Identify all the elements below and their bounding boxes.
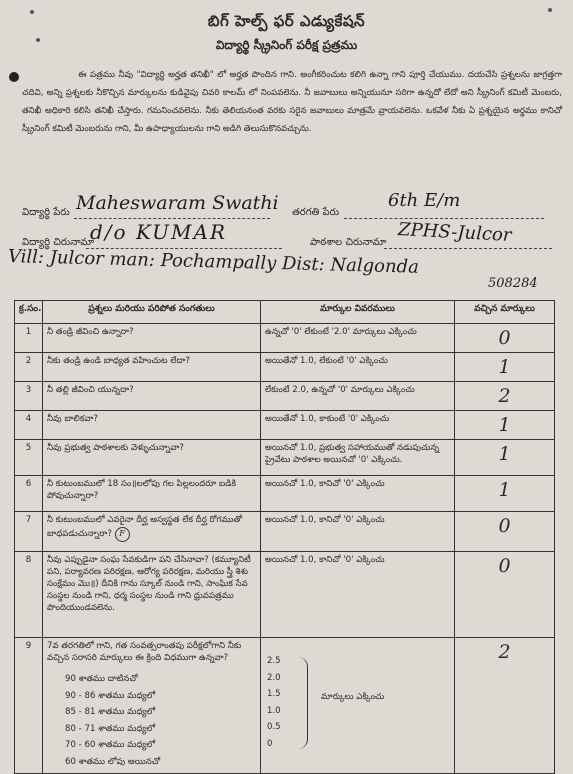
bullet-icon bbox=[9, 72, 19, 82]
student-name-label: విద్యార్థి పేరు bbox=[22, 207, 70, 218]
row-number: 2 bbox=[15, 353, 43, 382]
table-row bbox=[15, 512, 555, 552]
student-name-value[interactable]: Maheswaram Swathi bbox=[76, 192, 279, 214]
brace-icon bbox=[295, 657, 308, 749]
col-header-serial: క్ర.సం. bbox=[15, 301, 43, 324]
school-address-label: పాఠశాల చిరునామా bbox=[310, 237, 387, 248]
row-score[interactable]: 1 bbox=[455, 476, 555, 512]
grade-item: 70 - 60 శాతము మధ్యలో bbox=[65, 740, 156, 750]
table-row bbox=[15, 552, 555, 638]
class-value[interactable]: 6th E/m bbox=[388, 190, 461, 211]
circled-note: F bbox=[115, 527, 130, 542]
table-header-row bbox=[15, 301, 555, 324]
grade-item: 80 - 71 శాతము మధ్యలో bbox=[65, 723, 156, 734]
row-marks-rule: అయితేనో 1.0, లేకుంటే '0' ఎక్కించు bbox=[261, 353, 455, 382]
school-address-value[interactable]: ZPHS-Julcor bbox=[397, 219, 512, 246]
row-number: 3 bbox=[15, 382, 43, 411]
table-row bbox=[15, 382, 555, 411]
row-question-text: నీ కుటుంబములో ఎవరైనా దీర్ఘ అస్వస్థత లేక దీర్ఘ రోగముతో బాధపడుచున్నారా? bbox=[47, 515, 242, 539]
table-row bbox=[15, 476, 555, 512]
row-score[interactable]: 2 bbox=[455, 382, 555, 411]
row-number: 9 bbox=[15, 638, 43, 774]
scale-value: 0 bbox=[267, 738, 273, 749]
scale-value: 0.5 bbox=[267, 722, 281, 732]
table-row bbox=[15, 638, 555, 774]
address-value[interactable]: d/o KUMAR bbox=[90, 220, 228, 244]
row-marks-rule: అయినచో 1.0, కానిచో '0' ఎక్కించు bbox=[261, 552, 455, 638]
row-marks-rule bbox=[261, 638, 455, 774]
table-row bbox=[15, 440, 555, 476]
row-score[interactable]: 1 bbox=[455, 353, 555, 382]
row-marks-rule: అయినచో 1.0, కానిచో '0' ఎక్కించు bbox=[261, 512, 455, 552]
address-label: విద్యార్థి చిరునామా bbox=[22, 237, 95, 248]
scale-values bbox=[267, 653, 281, 752]
row-question: నీ తండ్రి జీవించి ఉన్నారా? bbox=[43, 324, 261, 353]
row-marks-rule: అయినచో 1.0, ప్రభుత్వ సహాయముతో నడుపుచున్న ప్రైవేటు పాఠశాల అయినచో '0' ఎక్కించు. bbox=[261, 440, 455, 476]
row-question: నీవు ప్రభుత్వ పాఠశాలకు వెళ్ళుచున్నావా? bbox=[43, 440, 261, 476]
row-question: నీకు తండ్రి ఉండి బాధ్యత వహించుట లేదా? bbox=[43, 353, 261, 382]
row-number: 5 bbox=[15, 440, 43, 476]
form-subtitle: విద్యార్థి స్క్రీనింగ్ పరీక్ష ప్రత్రము bbox=[215, 38, 358, 52]
row-question bbox=[43, 512, 261, 552]
row-question: నీ తల్లి జీవించి యున్నదా? bbox=[43, 382, 261, 411]
col-header-marks-obtained: వచ్చిన మార్కులు bbox=[455, 301, 555, 324]
table-row bbox=[15, 411, 555, 440]
row-score[interactable]: 0 bbox=[455, 324, 555, 353]
col-header-question: ప్రశ్నలు మరియు పరిపోత సంగతులు bbox=[43, 301, 261, 324]
scale-value: 2.0 bbox=[267, 672, 281, 683]
row-marks-rule: లేకుంటే 2.0, ఉన్నచో '0' మార్కులు ఎక్కించు bbox=[261, 382, 455, 411]
row-number: 1 bbox=[15, 324, 43, 353]
row-question-text: 7వ తరగతిలో గాని, గత సంవత్సరాంతపు పరీక్షలోగాని నీకు వచ్చిన సరాసరి మార్కులు ఈ క్రింది విధముగా ఉన్నవా? bbox=[47, 641, 242, 663]
row-question: నీవు ఎప్పుడైనా సంఘ సేవకుడిగా పని చేసినావా? (కమ్యూనిటీ పని, పర్యావరణ పరిరక్షణ, ఆరోగ్య పరిరక్షణ, మరియు స్త్రీ శిశు సంక్షేమం మొ॥) దీనికి గాను స్కూల్ నుండి గాని, సాంఘిక సేవ సంస్థల నుండి గాని, ధర్మ సంస్థల నుండి గాని ధ్రువపత్రము పొందియుండవలెను. bbox=[43, 552, 261, 638]
row-score[interactable]: 0 bbox=[455, 512, 555, 552]
row-number: 6 bbox=[15, 476, 43, 512]
student-name-line bbox=[74, 218, 270, 219]
row-score[interactable]: 0 bbox=[455, 552, 555, 638]
class-label: తరగతి పేరు bbox=[292, 207, 340, 218]
instructions-paragraph: ఈ పత్రము నీవు "విద్యార్థి అర్హత తనిఖీ" లో అర్హత పొందిన గాని. అంగీకరించుట కలిగి ఉన్నా గాని పూర్తి చేయుము. దయచేసి ప్రశ్నలను జాగ్రత్తగా చదివి, అన్ని ప్రశ్నలకు నీకొచ్చిన మార్కులను కుడివైపు చివరి కాలమ్ లో నింపవలెను. నీ జవాబులు అన్నియునూ సరిగా ఉన్నదో లేదో అని స్క్రీనింగ్ కమిటీ మెంబరు, తనిఖీ అధికారి కలిసి తనిఖీ చేస్తారు. గమనించవలెను. నీకు తెలియనంత వరకు సరైన జవాబులు మాత్రమే వ్రాయవలెను. ఒకవేళ నీకు ఏ ప్రశ్నయైన అర్థము కానిచో స్క్రీనింగ్ కమిటీ మెంబరును గాని, మీ ఉపాధ్యాయులను గాని అడిగి తెలుసుకొనవచ్చును. bbox=[22, 70, 562, 134]
row-question bbox=[43, 638, 261, 774]
row-question: నీవు బాలికవా? bbox=[43, 411, 261, 440]
row-score[interactable]: 1 bbox=[455, 411, 555, 440]
village-line-value[interactable]: Vill: Julcor man: Pochampally Dist: Nalgonda bbox=[7, 246, 420, 278]
table-row bbox=[15, 324, 555, 353]
scale-value: 1.0 bbox=[267, 705, 281, 716]
class-line bbox=[344, 218, 544, 219]
row-number: 8 bbox=[15, 552, 43, 638]
row-number: 4 bbox=[15, 411, 43, 440]
school-address-line bbox=[384, 248, 552, 249]
row-marks-rule: అయినచో 1.0, కానిచో '0' ఎక్కించు bbox=[261, 476, 455, 512]
table-row bbox=[15, 353, 555, 382]
grade-item: 90 - 86 శాతము మధ్యలో bbox=[65, 690, 156, 701]
grade-item: 85 - 81 శాతము మధ్యలో bbox=[65, 707, 156, 717]
scale-value: 2.5 bbox=[267, 656, 281, 666]
scale-label: మార్కులు ఎక్కించు bbox=[321, 692, 385, 702]
grade-list bbox=[65, 671, 256, 770]
row-marks-rule: ఉన్నచో '0' లేకుంటే '2.0' మార్కులు ఎక్కించు bbox=[261, 324, 455, 353]
row-score[interactable]: 1 bbox=[455, 440, 555, 476]
row-marks-rule: అయితేనో 1.0, కాకుంటే '0' ఎక్కించు bbox=[261, 411, 455, 440]
col-header-marks-details: మార్కుల వివరములు bbox=[261, 301, 455, 324]
marks-scale bbox=[265, 641, 450, 759]
row-number: 7 bbox=[15, 512, 43, 552]
grade-item: 60 శాతము లోపు అయినచో bbox=[65, 756, 161, 767]
row-question: నీ కుటుంబములో 18 సం॥లలోపు గల పిల్లలందరూ బడికి పోవుచున్నారా? bbox=[43, 476, 261, 512]
row-score[interactable]: 2 bbox=[455, 638, 555, 774]
questions-table bbox=[14, 300, 555, 774]
pincode-value[interactable]: 508284 bbox=[488, 276, 538, 291]
scale-value: 1.5 bbox=[267, 689, 281, 699]
grade-item: 90 శాతము దాటినచో bbox=[65, 674, 138, 684]
org-title: బిగ్ హెల్ప్ ఫర్ ఎడ్యుకేషన్ bbox=[207, 12, 366, 30]
